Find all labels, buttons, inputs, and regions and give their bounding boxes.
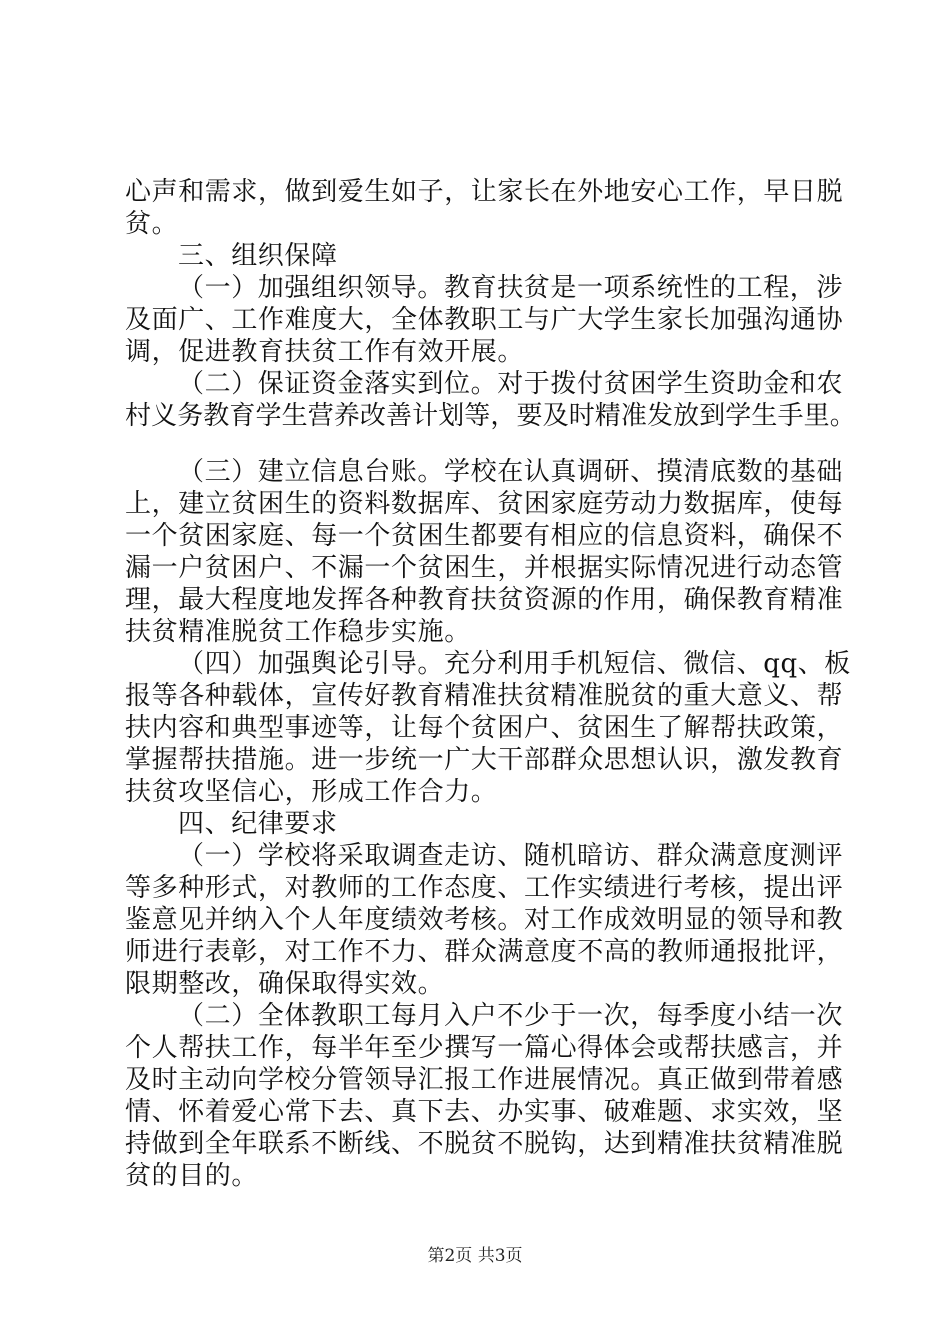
text-line: 持做到全年联系不断线、不脱贫不脱钩，达到精准扶贫精准脱 (125, 1129, 844, 1159)
text-line: 等多种形式，对教师的工作态度、工作实绩进行考核，提出评 (125, 873, 844, 903)
paragraph-start: （一）加强组织领导。教育扶贫是一项系统性的工程，涉 (178, 273, 844, 303)
text-line: 情、怀着爱心常下去、真下去、办实事、破难题、求实效，坚 (125, 1097, 844, 1127)
text-line: 村义务教育学生营养改善计划等，要及时精准发放到学生手里。 (125, 401, 856, 431)
text-line: 报等各种载体，宣传好教育精准扶贫精准脱贫的重大意义、帮 (125, 681, 844, 711)
text-line: 理，最大程度地发挥各种教育扶贫资源的作用，确保教育精准 (125, 585, 844, 615)
text-line: 心声和需求，做到爱生如子，让家长在外地安心工作，早日脱 (125, 177, 844, 207)
text-line: 漏一户贫困户、不漏一个贫困生，并根据实际情况进行动态管 (125, 553, 844, 583)
text-line: 贫。 (125, 209, 179, 239)
text-line: 上，建立贫困生的资料数据库、贫困家庭劳动力数据库，使每 (125, 489, 844, 519)
text-line: 扶贫攻坚信心，形成工作合力。 (125, 777, 498, 807)
text-line: 扶内容和典型事迹等，让每个贫困户、贫困生了解帮扶政策， (125, 713, 844, 743)
text-line: 扶贫精准脱贫工作稳步实施。 (125, 617, 471, 647)
paragraph-start: （三）建立信息台账。学校在认真调研、摸清底数的基础 (178, 457, 844, 487)
text-line: 个人帮扶工作，每半年至少撰写一篇心得体会或帮扶感言，并 (125, 1033, 844, 1063)
page-number-footer: 第2页 共3页 (427, 1246, 523, 1266)
section-heading: 三、组织保障 (178, 241, 338, 271)
text-line: 调，促进教育扶贫工作有效开展。 (125, 337, 525, 367)
paragraph-start: （二）保证资金落实到位。对于拨付贫困学生资助金和农 (178, 369, 844, 399)
section-heading: 四、纪律要求 (178, 809, 338, 839)
text-line: 鉴意见并纳入个人年度绩效考核。对工作成效明显的领导和教 (125, 905, 844, 935)
paragraph-start: （四）加强舆论引导。充分利用手机短信、微信、qq、板 (178, 649, 851, 679)
paragraph-start: （一）学校将采取调查走访、随机暗访、群众满意度测评 (178, 841, 844, 871)
text-line: 贫的目的。 (125, 1161, 259, 1191)
text-line: 一个贫困家庭、每一个贫困生都要有相应的信息资料，确保不 (125, 521, 844, 551)
text-line: 掌握帮扶措施。进一步统一广大干部群众思想认识，激发教育 (125, 745, 844, 775)
paragraph-start: （二）全体教职工每月入户不少于一次，每季度小结一次 (178, 1001, 844, 1031)
text-line: 师进行表彰，对工作不力、群众满意度不高的教师通报批评， (125, 937, 844, 967)
text-line: 限期整改，确保取得实效。 (125, 969, 445, 999)
text-line: 及面广、工作难度大，全体教职工与广大学生家长加强沟通协 (125, 305, 844, 335)
text-line: 及时主动向学校分管领导汇报工作进展情况。真正做到带着感 (125, 1065, 844, 1095)
